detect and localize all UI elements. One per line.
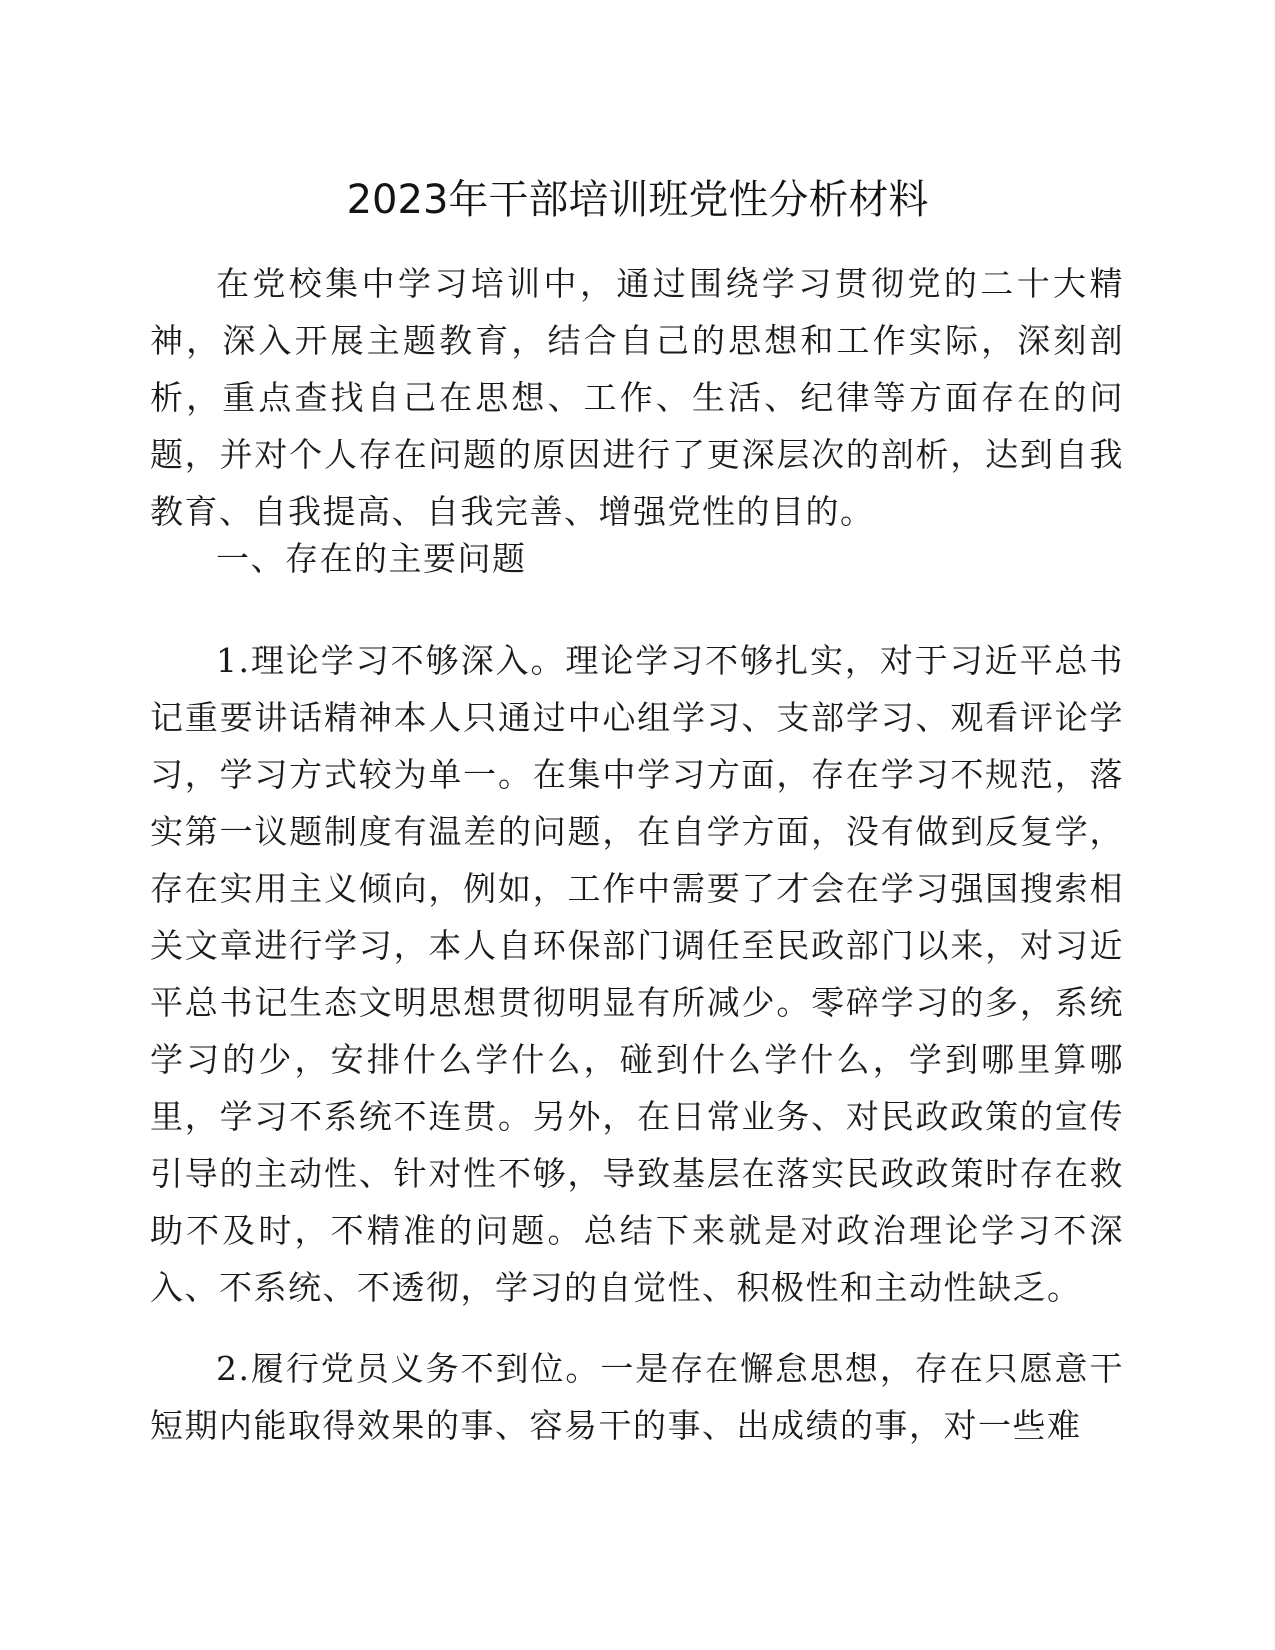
intro-paragraph: 在党校集中学习培训中，通过围绕学习贯彻党的二十大精神，深入开展主题教育，结合自己的思想和工作实际，深刻剖析，重点查找自己在思想、工作、生活、纪律等方面存在的问题，并对个人存在问题的原因进行了更深层次的剖析，达到自我教育、自我提高、自我完善、增强党性的目的。: [150, 264, 1124, 531]
item-1-paragraph: 1.理论学习不够深入。理论学习不够扎实，对于习近平总书记重要讲话精神本人只通过中心组学习、支部学习、观看评论学习，学习方式较为单一。在集中学习方面，存在学习不规范，落实第一议题制度有温差的问题，在自学方面，没有做到反复学，存在实用主义倾向，例如，工作中需要了才会在学习强国搜索相关文章进行学习，本人自环保部门调任至民政部门以来，对习近平总书记生态文明思想贯彻明显有所减少。零碎学习的多，系统学习的少，安排什么学什么，碰到什么学什么，学到哪里算哪里，学习不系统不连贯。另外，在日常业务、对民政政策的宣传引导的主动性、针对性不够，导致基层在落实民政政策时存在救助不及时，不精准的问题。总结下来就是对政治理论学习不深入、不系统、不透彻，学习的自觉性、积极性和主动性缺乏。: [150, 641, 1124, 1307]
item-2-paragraph: 2.履行党员义务不到位。一是存在懈怠思想，存在只愿意干短期内能取得效果的事、容易干的事、出成绩的事，对一些难: [150, 1349, 1124, 1445]
section-heading: 一、存在的主要问题: [216, 539, 527, 578]
document-title: 2023年干部培训班党性分析材料: [346, 177, 929, 223]
